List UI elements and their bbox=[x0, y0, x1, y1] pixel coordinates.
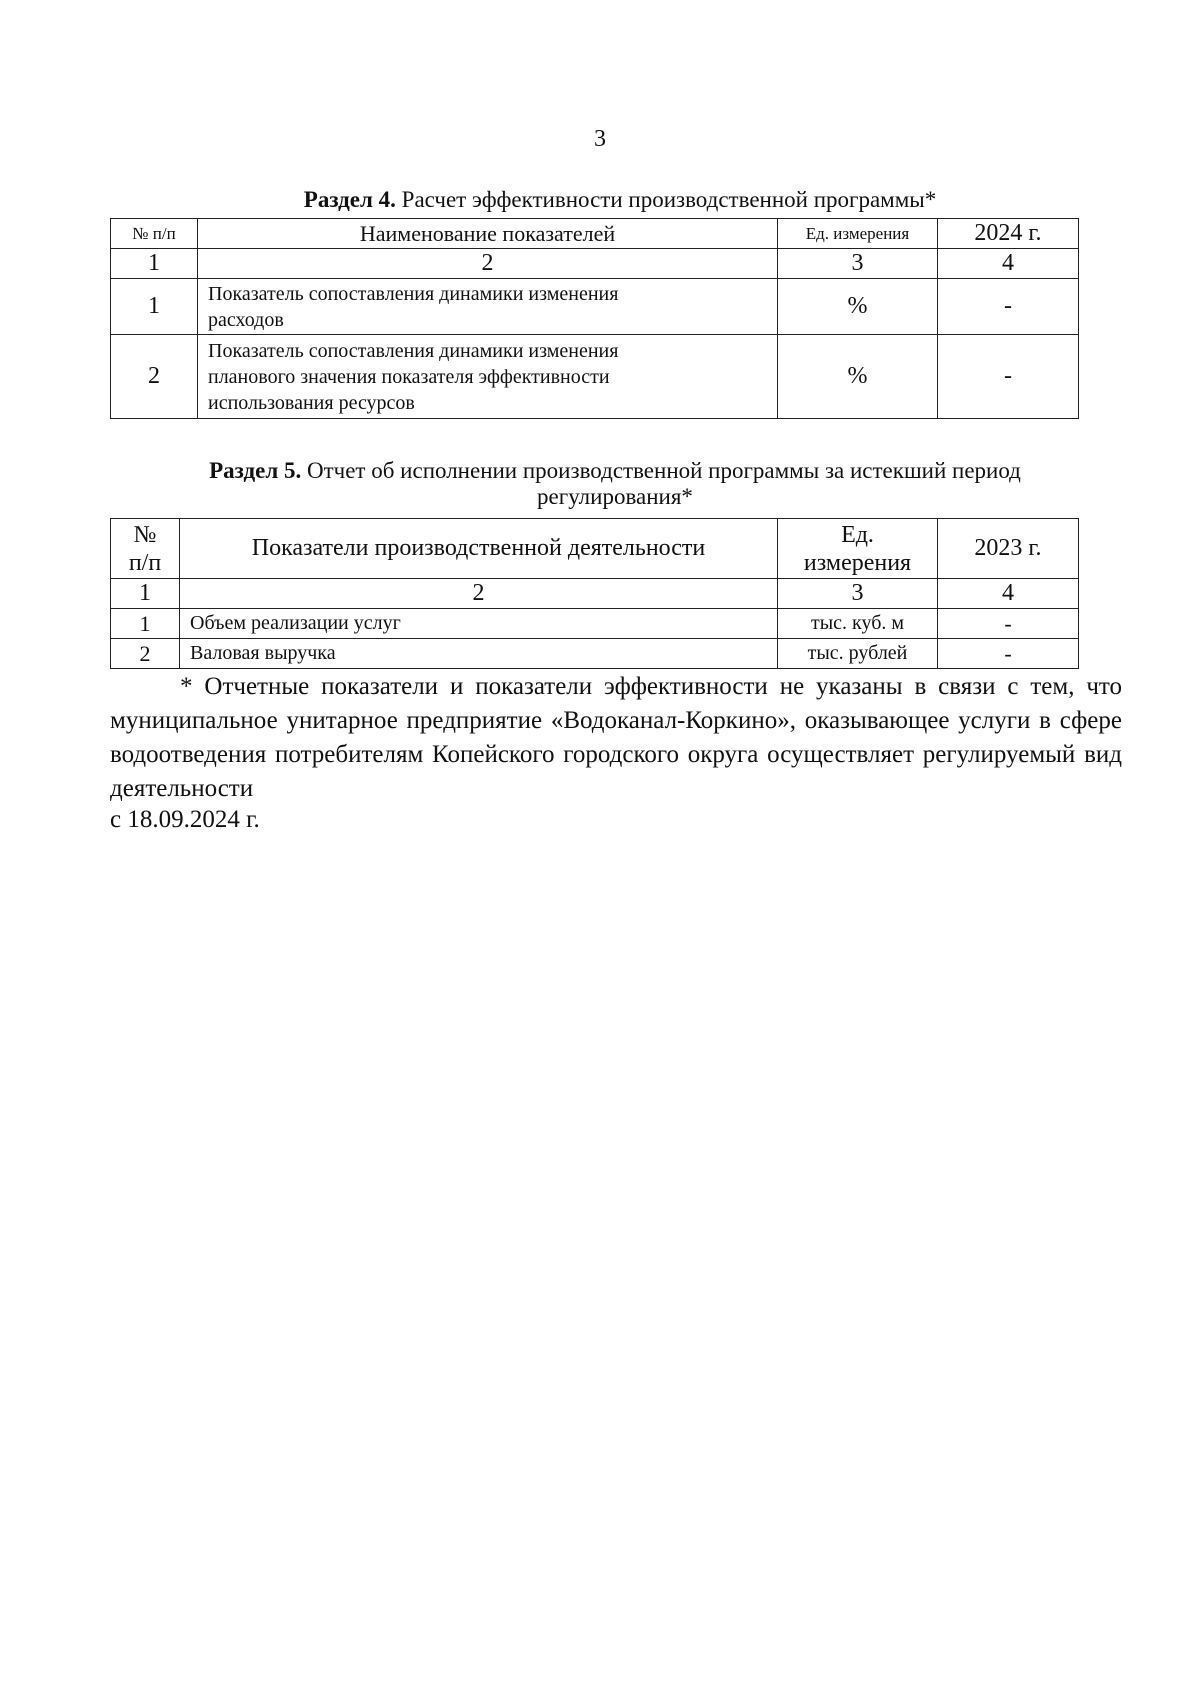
row-name-line: расходов bbox=[208, 308, 284, 331]
row-value: - bbox=[938, 279, 1079, 335]
footnote-text: * Отчетные показатели и показатели эффективности не указаны в связи с тем, что муниципальное унитарное предприятие «Водоканал-Коркино», оказывающее услуги в сфере водоотведения потребителям Копейского городского округа осуществляет регулируемый вид деятельности bbox=[110, 673, 1122, 802]
row-value: - bbox=[938, 335, 1079, 419]
numbering-cell: 1 bbox=[111, 249, 198, 279]
table-row bbox=[111, 335, 1079, 419]
row-unit: % bbox=[778, 335, 938, 419]
numbering-cell: 2 bbox=[180, 579, 778, 609]
header-year: 2024 г. bbox=[938, 219, 1079, 249]
section-4-title-bold: Раздел 4. bbox=[303, 187, 396, 212]
section-5-title bbox=[110, 458, 1120, 510]
row-value: - bbox=[938, 609, 1079, 639]
section-5-title-bold: Раздел 5. bbox=[209, 458, 302, 483]
row-unit: тыс. рублей bbox=[778, 639, 938, 669]
row-num: 2 bbox=[111, 639, 180, 669]
numbering-cell: 2 bbox=[198, 249, 778, 279]
header-name: Наименование показателей bbox=[198, 219, 778, 249]
table-numbering-row bbox=[111, 249, 1079, 279]
header-num bbox=[111, 519, 180, 579]
header-unit: Ед. измерения bbox=[778, 219, 938, 249]
section-5-title-text: Отчет об исполнении производственной программы за истекший период bbox=[301, 458, 1021, 483]
row-num: 1 bbox=[111, 609, 180, 639]
table-row bbox=[111, 639, 1079, 669]
table-row bbox=[111, 609, 1079, 639]
page-number: 3 bbox=[594, 126, 606, 152]
row-num: 2 bbox=[111, 335, 198, 419]
table-numbering-row bbox=[111, 579, 1079, 609]
row-name-line: планового значения показателя эффективности bbox=[208, 365, 610, 388]
numbering-cell: 3 bbox=[778, 579, 938, 609]
row-name: Валовая выручка bbox=[180, 639, 778, 669]
performance-report-table bbox=[110, 518, 1079, 669]
row-name-line: Показатель сопоставления динамики изменения bbox=[208, 282, 619, 305]
section-4-title-text: Расчет эффективности производственной программы* bbox=[395, 187, 937, 212]
row-unit: % bbox=[778, 279, 938, 335]
efficiency-table bbox=[110, 218, 1079, 419]
footnote bbox=[110, 670, 1122, 806]
row-unit: тыс. куб. м bbox=[778, 609, 938, 639]
table-row bbox=[111, 279, 1079, 335]
table-header-row bbox=[111, 519, 1079, 579]
header-year: 2023 г. bbox=[938, 519, 1079, 579]
row-name bbox=[198, 335, 778, 419]
numbering-cell: 1 bbox=[111, 579, 180, 609]
row-name: Объем реализации услуг bbox=[180, 609, 778, 639]
header-name: Показатели производственной деятельности bbox=[180, 519, 778, 579]
header-unit-line: Ед. bbox=[841, 521, 874, 548]
section-5-title-text-line2: регулирования* bbox=[537, 484, 693, 509]
row-name-line: использования ресурсов bbox=[208, 391, 415, 414]
header-num-line: п/п bbox=[128, 549, 162, 576]
header-num-line: № bbox=[133, 521, 157, 548]
table-header-row bbox=[111, 219, 1079, 249]
row-name bbox=[198, 279, 778, 335]
section-4-title bbox=[180, 187, 1060, 213]
header-num: № п/п bbox=[111, 219, 198, 249]
header-unit-line: измерения bbox=[803, 549, 912, 576]
numbering-cell: 3 bbox=[778, 249, 938, 279]
row-num: 1 bbox=[111, 279, 198, 335]
numbering-cell: 4 bbox=[938, 249, 1079, 279]
header-unit bbox=[778, 519, 938, 579]
row-name-line: Показатель сопоставления динамики изменения bbox=[208, 339, 619, 362]
numbering-cell: 4 bbox=[938, 579, 1079, 609]
footnote-last-line: с 18.09.2024 г. bbox=[110, 806, 260, 833]
row-value: - bbox=[938, 639, 1079, 669]
